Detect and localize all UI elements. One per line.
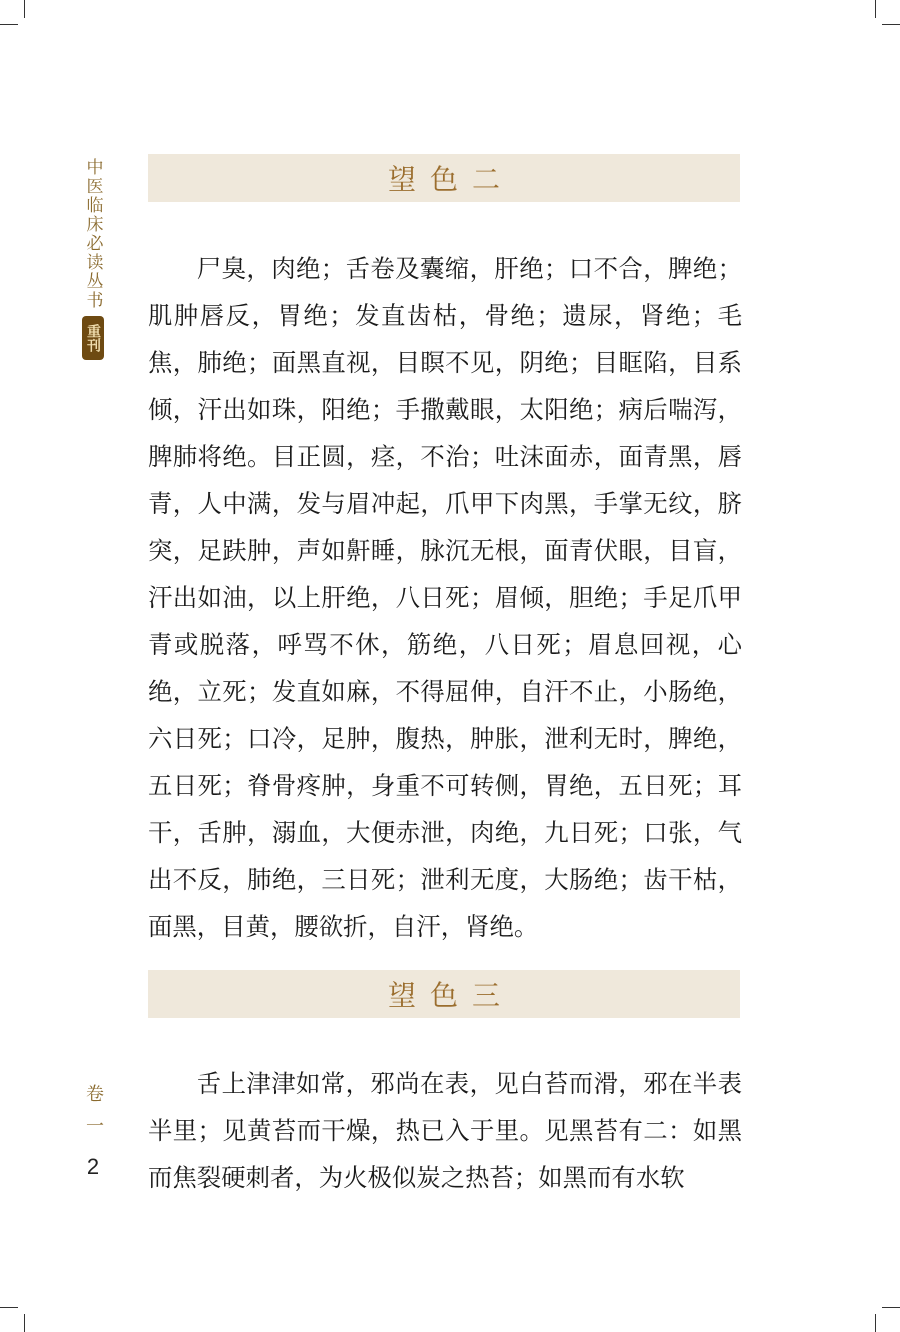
section-paragraph: 尸臭，肉绝；舌卷及囊缩，肝绝；口不合，脾绝；肌肿唇反，胃绝；发直齿枯，骨绝；遗尿，肾绝；毛焦，肺绝；面黑直视，目瞑不见，阴绝；目眶陷，目系倾，汗出如珠，阳绝；手撒戴眼，太阳绝；病后喘泻，脾肺将绝。目正圆，痉，不治；吐沫面赤，面青黑，唇青，人中满，发与眉冲起，爪甲下肉黑，手掌无纹，脐突，足趺肿，声如鼾睡，脉沉无根，面青伏眼，目盲，汗出如油，以上肝绝，八日死；眉倾，胆绝；手足爪甲青或脱落，呼骂不休，筋绝，八日死；眉息回视，心绝，立死；发直如麻，不得屈伸，自汗不止，小肠绝，六日死；口冷，足肿，腹热，肿胀，泄利无时，脾绝，五日死；脊骨疼肿，身重不可转侧，胃绝，五日死；耳干，舌肿，溺血，大便赤泄，肉绝，九日死；口张，气出不反，肺绝，三日死；泄利无度，大肠绝；齿干枯，面黑，目黄，腰欲折，自汗，肾绝。 xyxy=(148,254,742,941)
section-heading xyxy=(148,154,740,202)
section-heading xyxy=(148,970,740,1018)
crop-mark xyxy=(0,1307,18,1308)
series-seal: 重刊 xyxy=(82,316,104,360)
crop-mark xyxy=(882,1307,900,1308)
crop-mark xyxy=(0,24,18,25)
series-title: 中医临床必读丛书 xyxy=(82,158,103,310)
section-paragraph: 舌上津津如常，邪尚在表，见白苔而滑，邪在半表半里；见黄苔而干燥，热已入于里。见黑苔有二：如黑而焦裂硬刺者，为火极似炭之热苔；如黑而有水软 xyxy=(148,1069,742,1192)
volume-label: 卷一 xyxy=(83,1084,104,1148)
section-heading-text: 望色二 xyxy=(387,163,514,196)
crop-mark xyxy=(882,24,900,25)
crop-mark xyxy=(875,0,876,18)
crop-mark xyxy=(24,1314,25,1332)
series-title-column xyxy=(80,158,106,360)
page-footer xyxy=(80,1084,106,1180)
page-number: 2 xyxy=(86,1154,100,1179)
section-heading-text: 望色三 xyxy=(387,979,514,1012)
crop-mark xyxy=(24,0,25,18)
crop-mark xyxy=(875,1314,876,1332)
